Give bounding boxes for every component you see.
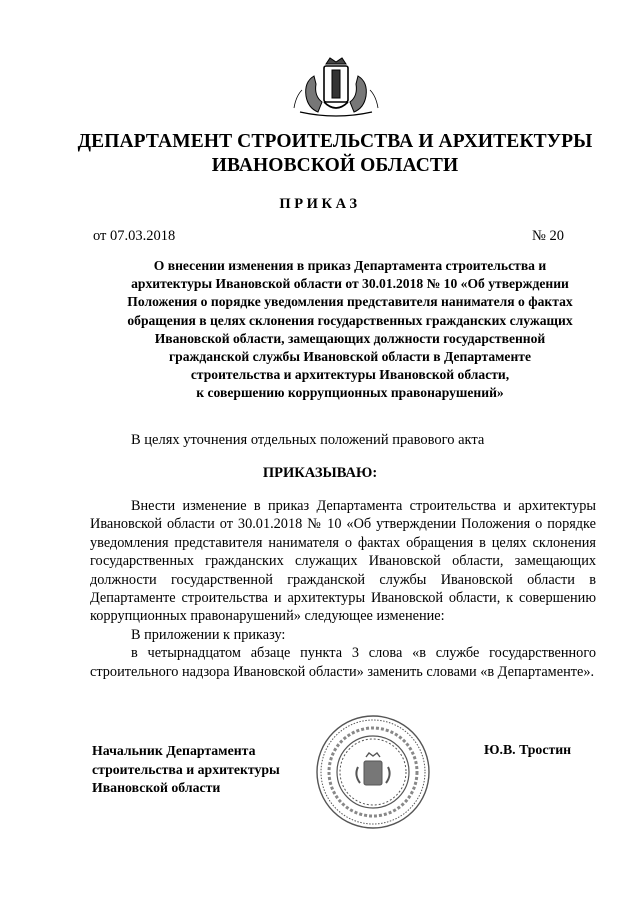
signatory-title bbox=[92, 742, 312, 798]
subject-line: Положения о порядке уведомления представителя нанимателя о фактах bbox=[127, 294, 573, 310]
subject-line: строительства и архитектуры Ивановской области, bbox=[190, 367, 510, 383]
preamble: В целях уточнения отдельных положений правового акта bbox=[131, 432, 485, 448]
subject-line: обращения в целях склонения государственных гражданских служащих bbox=[127, 312, 573, 328]
body-paragraph: В приложении к приказу: bbox=[131, 626, 286, 643]
department-line-1: ДЕПАРТАМЕНТ СТРОИТЕЛЬСТВА И АРХИТЕКТУРЫ bbox=[77, 131, 593, 152]
signatory-title-line: строительства и архитектуры bbox=[92, 761, 280, 777]
subject-line: гражданской службы Ивановской области в Департаменте bbox=[169, 349, 531, 365]
body-paragraph: в четырнадцатом абзаце пункта 3 слова «в службе государственного строительного надзора Ивановской области» заменить словами «в Департаменте». bbox=[90, 645, 596, 680]
subject-line: Ивановской области, замещающих должности государственной bbox=[154, 330, 546, 346]
signatory-title-line: Начальник Департамента bbox=[92, 743, 256, 758]
document-body bbox=[90, 497, 596, 681]
document-type: ПРИКАЗ bbox=[279, 196, 361, 212]
department-line-2: ИВАНОВСКОЙ ОБЛАСТИ bbox=[211, 155, 459, 176]
order-word: ПРИКАЗЫВАЮ: bbox=[262, 465, 378, 481]
document-subject bbox=[96, 257, 604, 403]
subject-line: О внесении изменения в приказ Департамента строительства и bbox=[153, 258, 547, 273]
body-paragraph: Внести изменение в приказ Департамента строительства и архитектуры Ивановской области от 30.01.2018 № 10 «Об утверждении Положения о порядке уведомления представителя нанимателя о фактах обращения в целях склонения государственных гражданских служащих Ивановской области, замещающих должности государственной гражданской службы Ивановской области в Департаменте строительства и архитектуры Ивановской области, к совершению коррупционных правонарушений» следующее изменение: bbox=[90, 498, 596, 625]
coat-of-arms-icon bbox=[290, 56, 382, 122]
department-name bbox=[70, 130, 600, 178]
document-date: от 07.03.2018 bbox=[93, 228, 176, 244]
official-seal-icon bbox=[314, 713, 432, 831]
subject-line: архитектуры Ивановской области от 30.01.2018 № 10 «Об утверждении bbox=[131, 276, 569, 292]
signatory-title-line: Ивановской области bbox=[92, 780, 221, 796]
document-number: № 20 bbox=[532, 228, 564, 244]
subject-line: к совершению коррупционных правонарушений» bbox=[196, 385, 504, 401]
signatory-name: Ю.В. Тростин bbox=[484, 742, 572, 757]
